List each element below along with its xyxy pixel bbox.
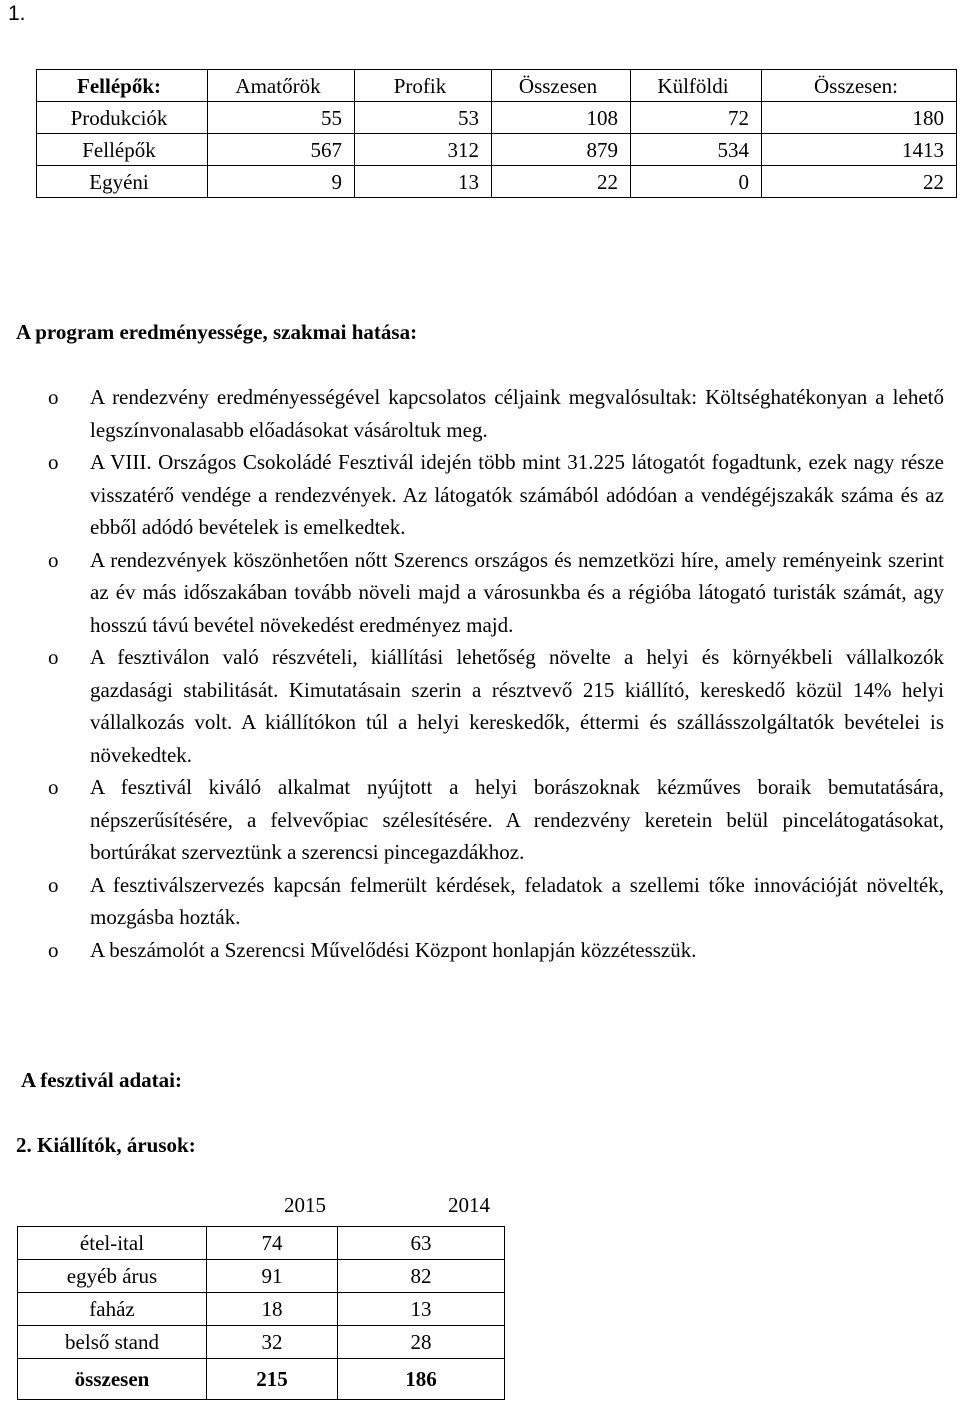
table-cell: Egyéni: [37, 166, 208, 198]
bullet-marker: o: [48, 775, 59, 799]
table-cell: 22: [762, 166, 957, 198]
table-row: [37, 102, 957, 134]
bullet-marker: o: [48, 450, 59, 474]
table-header-cell: Profik: [355, 70, 492, 102]
bullet-marker: o: [48, 937, 59, 962]
list-item-text: A beszámolót a Szerencsi Művelődési Központ honlapján közzétesszük.: [90, 937, 697, 962]
table-header-cell: Összesen:: [762, 70, 957, 102]
table-cell: 186: [338, 1359, 505, 1400]
list-item-text: A VIII. Országos Csokoládé Fesztivál idején több mint 31.225 látogatót fogadtunk, ezek nagy része visszatérő vendége a rendezvények. Az látogatók számából adódóan a vendégéjszakák száma és az ebből adódó bevételek is emelkedtek.: [90, 450, 944, 539]
table-cell: Produkciók: [37, 102, 208, 134]
list-item-text: A fesztivál kiváló alkalmat nyújtott a helyi borászoknak kézműves boraik bemutatására, népszerűsítésére, a felvevőpiac szélesítésére. A rendezvény keretein belül pincelátogatásokat, bortúrákat szerveztünk a szerencsi pincegazdákhoz.: [90, 775, 944, 864]
bullet-marker: o: [48, 385, 59, 409]
table-cell: 32: [207, 1326, 338, 1359]
year-header: 2014: [448, 1193, 490, 1217]
list-item: [0, 381, 960, 446]
table-cell: egyéb árus: [18, 1260, 207, 1293]
table-cell: faház: [18, 1293, 207, 1326]
table-header-cell: Összesen: [492, 70, 631, 102]
table-cell: 74: [207, 1227, 338, 1260]
table-cell: 879: [492, 134, 631, 166]
table-cell: összesen: [18, 1359, 207, 1400]
list-item-text: A rendezvény eredményességével kapcsolatos céljaink megvalósultak: Költséghatékonyan a lehető legszínvonalasabb előadásokat vásároltuk meg.: [90, 385, 944, 442]
table-header-row: [37, 70, 957, 102]
table-row: [37, 166, 957, 198]
exhibitors-table: [17, 1226, 505, 1400]
list-item-text: A fesztiválszervezés kapcsán felmerült kérdések, feladatok a szellemi tőke innovációját növelték, mozgásba hozták.: [90, 872, 944, 929]
section-heading-exhibitors: 2. Kiállítók, árusok:: [16, 1133, 196, 1157]
table-row: [18, 1326, 505, 1359]
table-cell: 91: [207, 1260, 338, 1293]
table-cell: étel-ital: [18, 1227, 207, 1260]
list-item: [0, 869, 960, 934]
table-cell: 0: [631, 166, 762, 198]
table-header-cell: Fellépők:: [37, 70, 208, 102]
table-cell: 22: [492, 166, 631, 198]
table-cell: 215: [207, 1359, 338, 1400]
table-cell: 180: [762, 102, 957, 134]
bullet-marker: o: [48, 645, 59, 669]
table-cell: 55: [208, 102, 355, 134]
table-cell: 63: [338, 1227, 505, 1260]
table-cell: 28: [338, 1326, 505, 1359]
year-header: 2015: [284, 1193, 326, 1217]
table-cell: 534: [631, 134, 762, 166]
bullet-marker: o: [48, 872, 59, 897]
page-number: 1.: [8, 2, 26, 25]
section-heading-program: A program eredményessége, szakmai hatása:: [16, 320, 418, 344]
table-cell: 53: [355, 102, 492, 134]
table-total-row: [18, 1359, 505, 1400]
table-row: [37, 134, 957, 166]
table-cell: belső stand: [18, 1326, 207, 1359]
list-item: [0, 446, 960, 544]
list-item: [0, 641, 960, 771]
performers-table: [36, 69, 957, 198]
table-cell: 82: [338, 1260, 505, 1293]
list-item-text: A rendezvények köszönhetően nőtt Szerencs országos és nemzetközi híre, amely reményeink szerint az év más időszakában tovább növeli majd a városunkba és a régióba látogató turisták számát, agy hosszú távú bevétel növekedést eredményez majd.: [90, 547, 944, 637]
section-heading-festival-data: A fesztivál adatai:: [21, 1068, 182, 1092]
list-item-text: A fesztiválon való részvételi, kiállítási lehetőség növelte a helyi és környékbeli vállalkozók gazdasági stabilitását. Kimutatásain szerin a résztvevő 215 kiállító, kereskedő közül 14% helyi vállalkozás volt. A kiállítókon túl a helyi kereskedők, éttermi és szállásszolgáltatók bevételei is növekedtek.: [90, 645, 944, 767]
table-row: [18, 1293, 505, 1326]
results-bullet-list: [0, 381, 960, 966]
bullet-marker: o: [48, 547, 59, 572]
table-cell: 13: [355, 166, 492, 198]
list-item: [0, 934, 960, 967]
table-header-cell: Külföldi: [631, 70, 762, 102]
list-item: [0, 544, 960, 642]
table-cell: 108: [492, 102, 631, 134]
table-cell: 72: [631, 102, 762, 134]
table-cell: 1413: [762, 134, 957, 166]
table-cell: 18: [207, 1293, 338, 1326]
table-cell: Fellépők: [37, 134, 208, 166]
table-cell: 567: [208, 134, 355, 166]
table-cell: 13: [338, 1293, 505, 1326]
table-row: [18, 1260, 505, 1293]
table-cell: 312: [355, 134, 492, 166]
table-row: [18, 1227, 505, 1260]
table-cell: 9: [208, 166, 355, 198]
list-item: [0, 771, 960, 869]
table-header-cell: Amatőrök: [208, 70, 355, 102]
